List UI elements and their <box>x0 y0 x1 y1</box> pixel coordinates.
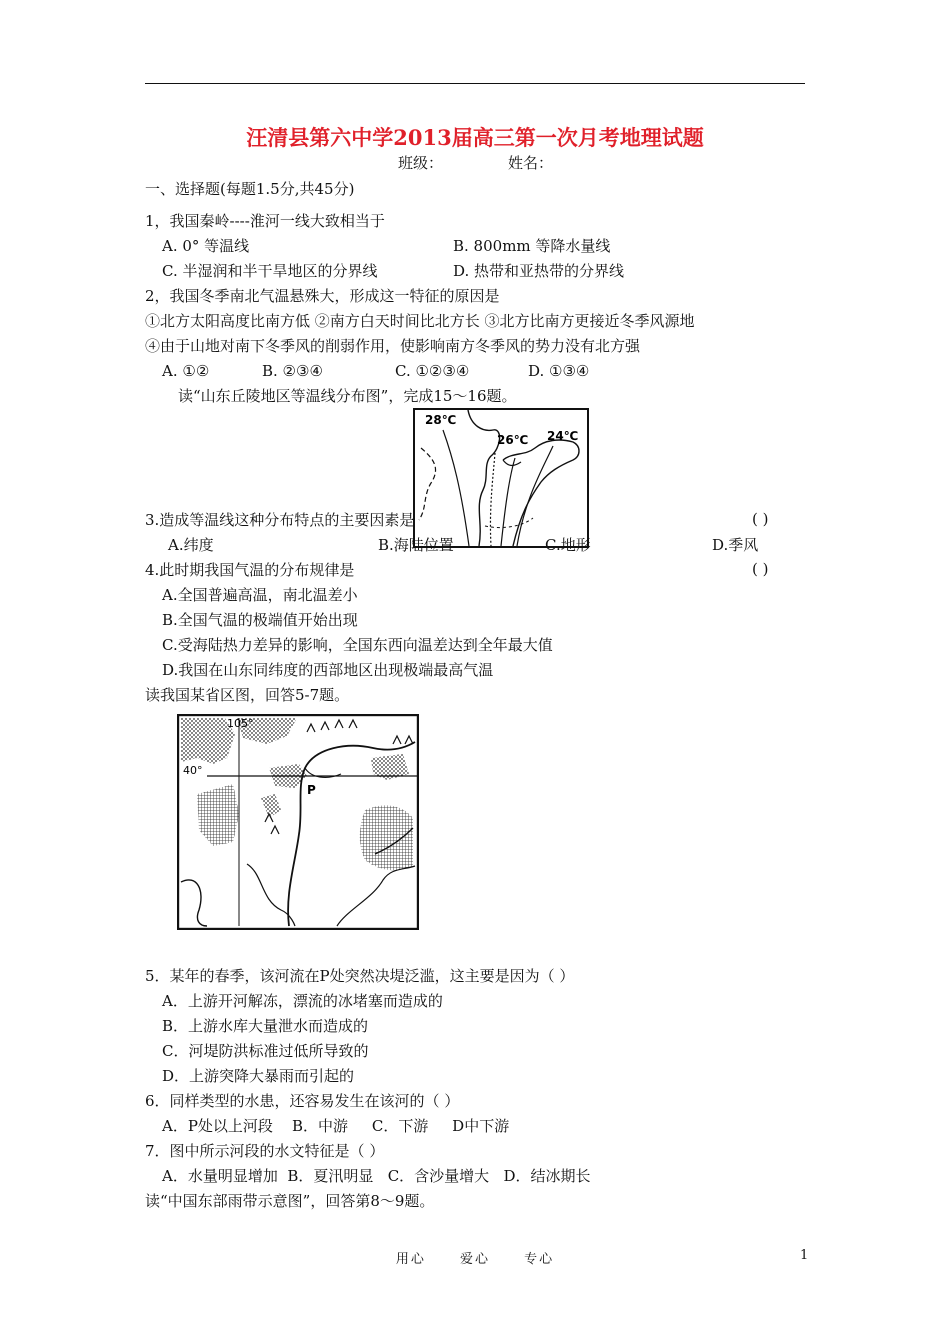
latitude-label: 40° <box>183 764 203 777</box>
point-p-label: P <box>307 783 316 797</box>
q7-stem: 7．图中所示河段的水文特征是（ ） <box>145 1142 385 1160</box>
q2-statements-1: ①北方太阳高度比南方低 ②南方白天时间比北方长 ③北方比南方更接近冬季风源地 <box>145 312 695 330</box>
name-label: 姓名： <box>508 154 554 172</box>
footer-text-3: 专心 <box>524 1252 555 1267</box>
isotherm-24-label: 24℃ <box>547 429 579 443</box>
class-label: 班级： <box>398 154 444 172</box>
q4-option-c: C.受海陆热力差异的影响，全国东西向温差达到全年最大值 <box>162 636 553 654</box>
q2-option-d: D. ①③④ <box>528 362 590 380</box>
q7-options: A．水量明显增加 B．夏汛明显 C．含沙量增大 D．结冰期长 <box>162 1167 591 1185</box>
q5-option-c: C．河堤防洪标准过低所导致的 <box>162 1042 369 1060</box>
q4-stem: 4.此时期我国气温的分布规律是 <box>145 561 355 579</box>
page-title: 汪清县第六中学2013届高三第一次月考地理试题 <box>246 125 704 150</box>
isotherm-map <box>413 408 589 548</box>
footer-text-1: 用心 <box>395 1252 426 1267</box>
q3-option-d: D.季风 <box>712 536 759 554</box>
q4-option-b: B.全国气温的极端值开始出现 <box>162 611 358 629</box>
q3-answer-bracket: ( ) <box>752 510 769 528</box>
q6-stem: 6．同样类型的水患，还容易发生在该河的（ ） <box>145 1092 460 1110</box>
q4-option-d: D.我国在山东同纬度的西部地区出现极端最高气温 <box>162 661 494 679</box>
q4-answer-bracket: ( ) <box>752 560 769 578</box>
q5-option-b: B．上游水库大量泄水而造成的 <box>162 1017 369 1035</box>
q2-statements-2: ④由于山地对南下冬季风的削弱作用，使影响南方冬季风的势力没有北方强 <box>145 337 641 355</box>
province-map <box>177 714 419 930</box>
isotherm-26-label: 26℃ <box>497 433 529 447</box>
page-number: 1 <box>800 1248 809 1263</box>
q2-option-b: B. ②③④ <box>262 362 323 380</box>
header-rule <box>145 83 805 84</box>
isotherm-28-label: 28℃ <box>425 413 457 427</box>
footer-text-2: 爱心 <box>459 1252 490 1267</box>
q3-stem: 3.造成等温线这种分布特点的主要因素是 <box>145 511 415 529</box>
q2-stem: 2，我国冬季南北气温悬殊大，形成这一特征的原因是 <box>145 287 500 305</box>
read-instruction-2: 读我国某省区图，回答5-7题。 <box>145 686 350 704</box>
q3-option-b: B.海陆位置 <box>378 536 454 554</box>
q1-option-b: B. 800mm 等降水量线 <box>453 237 611 255</box>
q1-option-d: D. 热带和亚热带的分界线 <box>453 262 625 280</box>
read-instruction-3: 读“中国东部雨带示意图”，回答第8～9题。 <box>145 1192 435 1210</box>
q6-options: A．P处以上河段 B．中游 C．下游 D中下游 <box>162 1117 510 1135</box>
q5-option-d: D．上游突降大暴雨而引起的 <box>162 1067 355 1085</box>
longitude-label: 105° <box>227 717 254 730</box>
q4-option-a: A.全国普遍高温，南北温差小 <box>162 586 358 604</box>
section-heading: 一、选择题(每题1.5分,共45分) <box>145 180 355 198</box>
q2-option-c: C. ①②③④ <box>395 362 470 380</box>
q5-option-a: A．上游开河解冻，漂流的冰堵塞而造成的 <box>162 992 443 1010</box>
q2-option-a: A. ①② <box>162 362 210 380</box>
q3-option-a: A.纬度 <box>168 536 214 554</box>
q5-stem: 5．某年的春季，该河流在P处突然决堤泛滥，这主要是因为（ ） <box>145 967 575 985</box>
q3-option-c: C.地形 <box>545 536 591 554</box>
q1-option-c: C. 半湿润和半干旱地区的分界线 <box>162 262 378 280</box>
q1-option-a: A. 0° 等温线 <box>162 237 250 255</box>
q1-stem: 1，我国秦岭----淮河一线大致相当于 <box>145 212 385 230</box>
read-instruction-1: 读“山东丘陵地区等温线分布图”，完成15～16题。 <box>178 387 517 405</box>
